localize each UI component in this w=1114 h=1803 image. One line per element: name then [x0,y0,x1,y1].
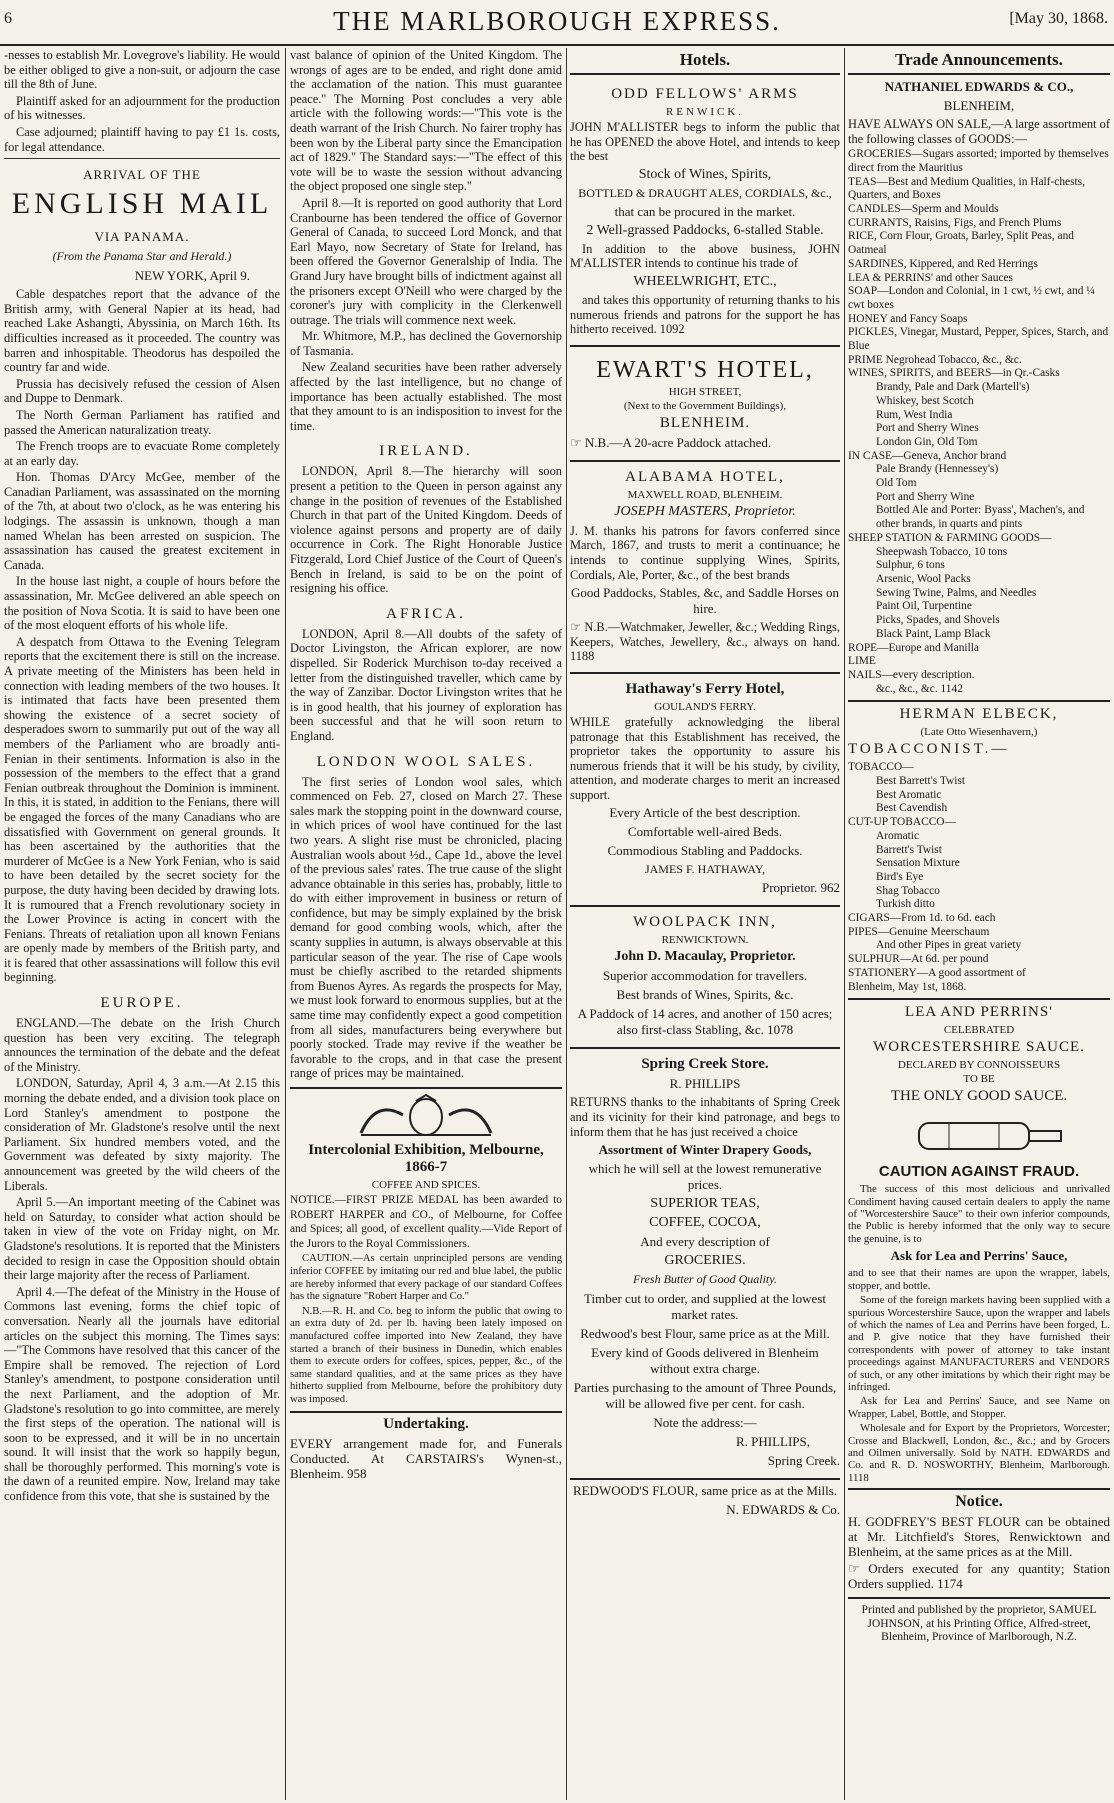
list-item: London Gin, Old Tom [876,435,978,448]
ad-text: RETURNS thanks to the inhabitants of Spring Creek and its vicinity for their kind patronage, and begs to inform them that he has just received a choice [570,1095,840,1139]
ad-title: Hathaway's Ferry Hotel, [625,680,785,697]
ad-line: Commodious Stabling and Paddocks. [607,843,803,859]
column-1 [4,48,280,1800]
ad-signature: Spring Creek. [767,1453,840,1469]
alabama-hotel-ad [570,462,840,674]
masthead [0,0,1114,46]
issue-date: [May 30, 1868. [1009,10,1108,27]
list-item: CUT-UP TOBACCO— [848,816,956,829]
ask-for: Ask for Lea and Perrins' Sauce, [890,1248,1068,1264]
list-item: Black Paint, Lamp Black [876,627,991,640]
list-item: SHEEP STATION & FARMING GOODS— [848,531,1052,544]
arrival-heading: ARRIVAL OF THE [83,167,201,183]
list-item: Best Aromatic [876,788,942,801]
list-item: Sheepwash Tobacco, 10 tons [876,545,1008,558]
news-para: Mr. Whitmore, M.P., has declined the Governorship of Tasmania. [290,329,562,358]
list-item: Arsenic, Wool Packs [876,572,971,585]
list-item: IN CASE—Geneva, Anchor brand [848,449,1007,462]
oddfellows-ad [570,79,840,347]
trade-header: Trade Announcements. [848,50,1110,75]
only-good-sauce: THE ONLY GOOD SAUCE. [890,1088,1068,1105]
ad-proprietor: John D. Macaulay, Proprietor. [614,949,796,965]
printer-imprint: Printed and published by the proprietor, SAMUEL JOHNSON, at his Printing Office, Alfred-street, Blenheim, Province of Marlborough, N.Z. [848,1597,1110,1644]
dateline: NEW YORK, April 9. [134,268,250,284]
ad-text: J. M. thanks his patrons for favors conferred since March, 1867, and trusts to merit a continuance; he intends to continue supplying Wines, Spirits, Cordials, Ale, Porter, &c., of the best brands [570,523,840,582]
caution-para: Ask for Lea and Perrins' Sauce, and see Name on Wrapper, Label, Bottle, and Stopper. [848,1395,1110,1420]
redwood-flour-ad: REDWOOD'S FLOUR, same price as at the Mills. [572,1483,838,1499]
hotels-header: Hotels. [570,50,840,75]
list-item: Brandy, Pale and Dark (Martell's) [876,381,1030,394]
europe-para: ENGLAND.—The debate on the Irish Church question has been very exciting. The telegraph announces the termination of the debate and the defeat of the Ministry. [4,1016,280,1074]
ad-line: Comfortable well-aired Beds. [627,824,783,840]
ad-title: ODD FELLOWS' ARMS [611,86,799,102]
ad-line: Timber cut to order, and supplied at the lowest market rates. [584,1291,826,1323]
list-item: Best Barrett's Twist [876,775,965,788]
worcestershire: WORCESTERSHIRE SAUCE. [873,1039,1085,1056]
list-item: SARDINES, Kippered, and Red Herrings [848,257,1038,270]
godfrey-para: H. GODFREY'S BEST FLOUR can be obtained at Mr. Litchfield's Stores, Renwicktown and Blenheim, at the same prices as at the Mill. [848,1514,1110,1560]
ad-signature: Proprietor. 962 [762,880,840,896]
list-item: WINES, SPIRITS, and BEERS—in Qr.-Casks [848,367,1060,380]
list-item: Pale Brandy (Hennessey's) [876,463,999,476]
elbeck-late: (Late Otto Wiesenhavern,) [920,726,1038,739]
pointing-hand-icon: ☞ [848,1561,869,1577]
news-source: (From the Panama Star and Herald.) [52,249,232,264]
list-item: Whiskey, best Scotch [876,394,974,407]
sauce-bottle-icon [879,1109,1079,1159]
edwards-place: BLENHEIM, [943,98,1015,113]
exhibition-title: Intercolonial Exhibition, Melbourne, 1866-7 [308,1142,544,1175]
list-item: LIME [848,655,876,668]
ad-title: Spring Creek Store. [641,1056,769,1073]
orders-para [848,1561,1110,1591]
ad-text: and takes this opportunity of returning thanks to his numerous friends and patrons for the support he has hitherto received. 1092 [570,292,840,337]
list-item: Picks, Spades, and Shovels [876,614,1000,627]
coffee-title: COFFEE AND SPICES. [371,1179,481,1191]
pointing-hand-icon: ☞ [570,434,585,450]
ad-text: WHILE gratefully acknowledging the liberal patronage that this Establishment has received, the proprietor takes the opportunity to assure his numerous friends that it will be his study, by civility, attention, and moderate charges to merit an increased support. [570,714,840,802]
list-item: PICKLES, Vinegar, Mustard, Pepper, Spices, Starch, and Blue [848,326,1109,353]
list-item: TOBACCO— [848,761,914,774]
edwards-name: NATHANIEL EDWARDS & CO., [884,79,1074,94]
list-item: Port and Sherry Wines [876,422,979,435]
caution-para: Some of the foreign markets having been supplied with a spurious Worcestershire Sauce, upon the wrapper and labels of which the names of Lea and Perrins have been forged, L. and P. give notice that they have furnished their correspondents with power of attorney to take instant proceedings against MANUFACTURERS and VENDORS of such, or any other imitations by which their right may be infringed. [848,1294,1110,1393]
caution-para: The success of this most delicious and unrivalled Condiment having caused certain dealers to apply the name of "Worcestershire Sauce" to their own inferior compounds, the Public is hereby informed that the only way to secure the genuine, is to [848,1183,1110,1245]
woolpack-inn-ad [570,907,840,1049]
europe-para: April 5.—An important meeting of the Cabinet was held on Saturday, to consider what action should be taken in view of the vote on Friday night, on Mr. Gladstone's resolutions. It is reported that the Ministers decided to resign in case the Opposition should obtain their large majority after the recess of Parliament. [4,1195,280,1283]
notice-para: NOTICE.—FIRST PRIZE MEDAL has been awarded to ROBERT HARPER and CO., of Melbourne, for Coffee and Spices; all good, of excellent quality.—Vide Report of the Jurors to the Royal Commissioners. [290,1194,562,1250]
ad-line: HIGH STREET, [668,385,742,398]
notice-title: Notice. [955,1493,1003,1511]
nb-para: N.B.—R. H. and Co. beg to inform the public that owing to an extra duty of 2d. per lb. having been lately imposed on manufactured coffee imported into New Zealand, they have started a branch of their business in Dunedin, which enables them to execute orders for coffees, spices, pepper, &c., of the same standard qualities, and at the same prices as they have hitherto supplied from Melbourne, before the prohibitory duty was imposed. [290,1306,562,1413]
intro-para: -nesses to establish Mr. Lovegrove's liability. He would be either obliged to give a non-suit, or adjourn the case till the 8th of June. [4,48,280,92]
ad-line: Superior accommodation for travellers. [602,968,808,984]
list-item: Bottled Ale and Porter: Byass', Machen's, and other brands, in quarts and pints [876,504,1085,531]
ad-title: EWART'S HOTEL, [596,356,814,383]
ad-line: COFFEE, COCOA, [649,1215,761,1231]
ad-text [570,620,840,664]
royal-crest-icon [341,1093,511,1139]
ad-signature: JAMES F. HATHAWAY, [644,862,766,877]
list-item: Rum, West India [876,408,953,421]
ad-line: Best brands of Wines, Spirits, &c. [616,987,794,1003]
ad-place: GOULAND'S FERRY. [654,700,756,713]
list-item: Shag Tobacco [876,884,940,897]
ad-place: RENWICKTOWN. [661,934,749,947]
list-item: PIPES—Genuine Meerschaum [848,925,990,938]
list-item: Paint Oil, Turpentine [876,600,972,613]
newspaper-title: THE MARLBOROUGH EXPRESS. [333,6,781,36]
column-rule [844,48,845,1800]
news-para: New Zealand securities have been rather adversely affected by the last intelligence, but no change of importance has been actually established. The most that they amount to is an indisposition to invest for the time. [290,360,562,433]
ad-text: JOHN M'ALLISTER begs to inform the public that he has OPENED the above Hotel, and intends to keep the best [570,120,840,164]
ad-line: Parties purchasing to the amount of Three Pounds, will be allowed five per cent. for cash. [573,1380,837,1412]
column-3 [570,48,840,1800]
hathaway-hotel-ad [570,674,840,908]
tobacco-list [848,761,1110,994]
list-item: HONEY and Fancy Soaps [848,312,968,325]
ewart-hotel-ad [570,347,840,462]
celebrated: CELEBRATED [943,1024,1015,1037]
lea-perrins-title: LEA AND PERRINS' [905,1004,1053,1021]
ad-line: Fresh Butter of Good Quality. [633,1272,777,1287]
ad-line [570,435,840,451]
list-item: RICE, Corn Flour, Groats, Barley, Split Peas, and Oatmeal [848,230,1074,257]
list-item: Old Tom [876,477,917,490]
list-item: Barrett's Twist [876,843,942,856]
news-para: Prussia has decisively refused the cession of Alsen and Duppe to Denmark. [4,376,280,406]
ad-line: Every Article of the best description. [609,805,801,821]
caution-para: and to see that their names are upon the wrapper, labels, stopper, and bottle. [848,1267,1110,1292]
ad-title: WOOLPACK INN, [633,914,777,931]
list-item: TEAS—Best and Medium Qualities, in Half-chests, Quarters, and Boxes [848,175,1085,202]
news-para: vast balance of opinion of the United Kingdom. The wrongs of ages are to be ended, and right done amid the acclamation of the nation. This must guarantee peace." The Morning Post concludes a very able article with the following words:—"This vote is the death warrant of the Irish Church. No fairer trophy has been won by the Liberal party since the Emancipation act of 1829." The Standard says:—"The effect of this vote will be to waste the session without advancing the object proposed one single step." [290,48,562,194]
list-item: Best Cavendish [876,802,948,815]
news-para: In the house last night, a couple of hours before the assassination, Mr. McGee delivered an able speech on the position of Nova Scotia. It is said to have been one of the most eloquent efforts of his whole life. [4,574,280,633]
elbeck-trade: TOBACCONIST.— [848,741,1010,758]
list-item: Aromatic [876,829,920,842]
english-mail-heading: ENGLISH MAIL [11,187,273,221]
ad-line: (Next to the Government Buildings), [623,399,787,412]
elbeck-name: HERMAN ELBECK, [899,706,1059,723]
news-para: Hon. Thomas D'Arcy McGee, member of the Canadian Parliament, was assassinated on the morning of the 7th, at about two o'clock, as he was entering his lodgings. The assassin is unknown, though a man named Whelan has been arrested on suspicion. The assassination has caused the greatest excitement in Canada. [4,470,280,572]
ad-title: ALABAMA HOTEL, [625,468,785,485]
undertaking-title: Undertaking. [383,1415,469,1432]
goods-list [848,148,1110,696]
africa-para: LONDON, April 8.—All doubts of the safety of Doctor Livingston, the African explorer, are now dispelled. Sir Roderick Murchison to-day received a letter from the distinguished traveller, which came by the way of Zanzibar. Doctor Livingston writes that he is in good health, that his journey of exploration has been successful and that he will soon return to England. [290,626,562,743]
ad-line: Redwood's best Flour, same price as at the Mill. [580,1326,830,1342]
africa-heading: AFRICA. [386,605,466,622]
edwards-intro: HAVE ALWAYS ON SALE,—A large assortment of the following classes of GOODS:— [848,117,1110,146]
ad-proprietor: R. PHILLIPS [669,1076,741,1092]
list-item: ROPE—Europe and Manilla [848,641,979,654]
caution-para: CAUTION.—As certain unprincipled persons are vending inferior COFFEE by imitating our red and blue label, the public are hereby informed that every package of our standard Coffees has the signature "Robert Harper and Co." [290,1253,562,1303]
ad-line: Stock of Wines, Spirits, [638,166,772,182]
ad-nb: N.B.—Watchmaker, Jeweller, &c.; Wedding Rings, Keepers, Watches, Jewellery, &c., always on hand. 1188 [570,620,840,664]
news-para: Cable despatches report that the advance of the British army, with General Napier at its head, had reached Lake Ashangti, Abyssinia, on March 16th. Its difficulties increased as it proceeded. The country was barren and inhospitable. Theodorus has despoiled the country far and wide. [4,287,280,375]
ad-line: Assortment of Winter Drapery Goods, [598,1142,812,1158]
europe-heading: EUROPE. [100,995,184,1012]
orders-text: Orders executed for any quantity; Station Orders supplied. 1174 [848,1561,1110,1592]
list-item: GROCERIES—Sugars assorted; imported by themselves direct from the Mauritius [848,148,1109,174]
news-para: The French troops are to evacuate Rome completely at an early day. [4,439,280,468]
list-item: Sulphur, 6 tons [876,559,945,572]
ad-line: Good Paddocks, Stables, &c, and Saddle Horses on hire. [571,585,839,617]
ad-proprietor: JOSEPH MASTERS, Proprietor. [614,503,796,519]
intro-para: Case adjourned; plaintiff having to pay £1 1s. costs, for legal attendance. [4,125,280,159]
list-item: Sewing Twine, Palms, and Needles [876,586,1037,599]
list-item: SULPHUR—At 6d. per pound [848,953,989,966]
ad-line: GROCERIES. [664,1253,746,1269]
column-4 [848,48,1110,1800]
list-item: Bird's Eye [876,870,924,883]
list-item: SOAP—London and Colonial, in 1 cwt, ½ cwt, and ¼ cwt boxes [848,285,1095,311]
list-item: Sensation Mixture [876,857,960,870]
ireland-heading: IRELAND. [379,443,473,460]
ad-line: Every kind of Goods delivered in Blenheim without extra charge. [591,1345,819,1377]
news-para: April 8.—It is reported on good authority that Lord Cranbourne has been tendered the office of Governor General of Canada, to succeed Lord Monck, and that Earl Mayo, now Secretary of State for Ireland, has been offered the Governor Generalship of India. The Grand Jury have brought bills of indictment against all the prisoners except O'Neill who were charged by the coroner's jury with complicity in the Clerkenwell outrage. The trials will commence next week. [290,195,562,327]
list-item: CURRANTS, Raisins, Figs, and French Plums [848,216,1062,229]
europe-para: April 4.—The defeat of the Ministry in the House of Commons last evening, forms the chief topic of conversation. Nearly all the journals have editorial articles on the subject this morning. The Times says:—"The Commons have resolved that this cancer of the Empire shall be removed. The rejection of Lord Stanley's amendment, to postpone consideration until the next Parliament, and the adoption of Mr. Gladstone's resolution to go into committee, are merely the first steps of the operation. The national will is soon to be expressed, and it will be in no uncertain sound. It will insist that the work so happily begun, shall be thoroughly performed. This morning's vote is the dawn of a reunited empire. Now, Ireland may take confidence from this vote, that she is sustained by the [4,1284,280,1504]
wool-sales-heading: LONDON WOOL SALES. [316,753,536,770]
ad-line: SUPERIOR TEAS, [650,1196,760,1212]
list-item: PRIME Negrohead Tobacco, &c., &c. [848,353,1022,366]
ad-signature: N. EDWARDS & Co. [726,1502,840,1518]
page-number: 6 [4,10,12,27]
column-rule [285,48,286,1800]
list-item: CANDLES—Sperm and Moulds [848,203,999,215]
news-para: A despatch from Ottawa to the Evening Telegram reports that the excitement there is still on the increase. A private meeting of the Ministers has been held in connection with leading members of the two houses. It is intimated that facts have been presented them showing the existence of a secret society of desperadoes sworn to summarily put out of the way all members of the Parliament who are broadly anti-Fenian in their sentiments. Information is also in the possession of the members to the effect that a grand Fenian outbreak throughout the Dominion is imminent. In this, it is stated, in addition to the Fenians, there will be engaged the forces of the many Canadians who are dissatisfied with Government on general grounds. It has been ascertained by the authorities that the murderer of McGee is a New York Fenian, who is said to have been detailed by the secret society for the purpose, the duty having been decided by drawing lots. It is rumoured that a French revolutionary society in the Lower Province is acting in concert with the Fenians. Threats of retaliation upon all known Fenians are openly made by members of the British party, and it is feared that other assassinations will follow this evil beginning. [4,634,280,985]
undertaking-para: EVERY arrangement made for, and Funerals Conducted. At CARSTAIRS's Wynen-st., Blenheim. 958 [290,1435,562,1481]
ad-signature: R. PHILLIPS, [735,1434,810,1450]
intro-para: Plaintiff asked for an adjournment for the production of his witnesses. [4,93,280,123]
ad-line: A Paddock of 14 acres, and another of 150 acres; also first-class Stabling, &c. 1078 [577,1006,833,1038]
wool-para: The first series of London wool sales, which commenced on Feb. 27, closed on March 27. These sales mark the stopping point in the downward course, in which prices of wool have continued for the last two years. A slight rise must be chronicled, placing Australian wools about ½d., Cape 1d., above the level of the previous sales' rates. The true cause of the slight advance obtainable in this series has, probably, little to do with either improvement in business or return of confidence, but may be simply explained by the brisk demand for good combing wools, which, after the scanty supplies in autumn, is always observable at this particular season of the year. The rise of Cape wools must be chiefly ascribed to the retarded shipments from Buenos Ayres. As regards the prospects for May, we must look forward to enormous supplies, but at the same time may confidently expect a good competition from all sides, manufacturers being everywhere but poorly stocked. Trade may revive if the weather be favorable to the crops, and in that case the present range of prices may be maintained. [290,775,562,1089]
ad-nb: N.B.—A 20-acre Paddock attached. [584,434,772,450]
ad-line: BLENHEIM. [659,414,751,431]
news-para: The North German Parliament has ratified and passed the American naturalization treaty. [4,407,280,437]
ad-line: which he will sell at the lowest remunerative prices. [588,1161,822,1193]
to-be: TO BE [963,1073,995,1086]
list-item: And other Pipes in great variety [876,939,1022,952]
list-item: &c., &c., &c. 1142 [876,682,963,695]
list-item: Port and Sherry Wine [876,490,975,503]
list-item: STATIONERY—A good assortment of [848,966,1026,979]
spring-creek-ad [570,1049,840,1480]
pointing-hand-icon: ☞ [570,620,585,635]
ad-line: MAXWELL ROAD, BLENHEIM. [627,488,783,501]
list-item: NAILS—every description. [848,668,975,681]
list-item: Turkish ditto [876,898,935,911]
ad-line: And every description of [640,1234,770,1250]
ireland-para: LONDON, April 8.—The hierarchy will soon present a petition to the Queen in person against any change in the position of revenues of the Established Church in that part of the United Kingdom. Deeds of violence against persons and property are of daily occurrence in Cork. The Right Honorable Justice Fitzgerald, Lord Chief Justice of the Court of Queen's Bench in Ireland, is said to be on the point of resigning his office. [290,464,562,596]
ad-line: BOTTLED & DRAUGHT ALES, CORDIALS, &c., [578,185,832,200]
europe-para: LONDON, Saturday, April 4, 3 a.m.—At 2.15 this morning the debate ended, and a division took place on Lord Stanley's amendment to postpone the consideration of Mr. Gladstone's resolve until the next Parliament. Six hundred members voted, and the Government was defeated by sixty majority. The announcement was greeted by the wild cheers of the Liberals. [4,1076,280,1193]
ad-line: Note the address:— [653,1415,757,1431]
column-rule [566,48,567,1800]
list-item: LEA & PERRINS' and other Sauces [848,271,1013,284]
ad-text: In addition to the above business, JOHN M'ALLISTER intends to continue his trade of [570,241,840,271]
caution-para: Wholesale and for Export by the Proprietors, Worcester; Crosse and Blackwell, London, &c., &c.; and by Grocers and Oilmen universally. Sold by NATH. EDWARDS and Co. and R. D. NOSWORTHY, Blenheim, Marlborough. 1118 [848,1422,1110,1490]
caution-title: CAUTION AGAINST FRAUD. [878,1163,1080,1181]
ad-line: WHEELWRIGHT, ETC., [633,273,777,289]
ad-place: RENWICK. [665,106,745,118]
ad-line: that can be procured in the market. [614,203,796,219]
declared: DECLARED BY CONNOISSEURS [897,1059,1061,1072]
list-item: CIGARS—From 1d. to 6d. each [848,912,996,925]
column-2 [290,48,562,1800]
list-item: Blenheim, May 1st, 1868. [848,980,967,993]
ad-line: 2 Well-grassed Paddocks, 6-stalled Stable. [586,222,824,238]
via-panama: VIA PANAMA. [94,229,190,245]
